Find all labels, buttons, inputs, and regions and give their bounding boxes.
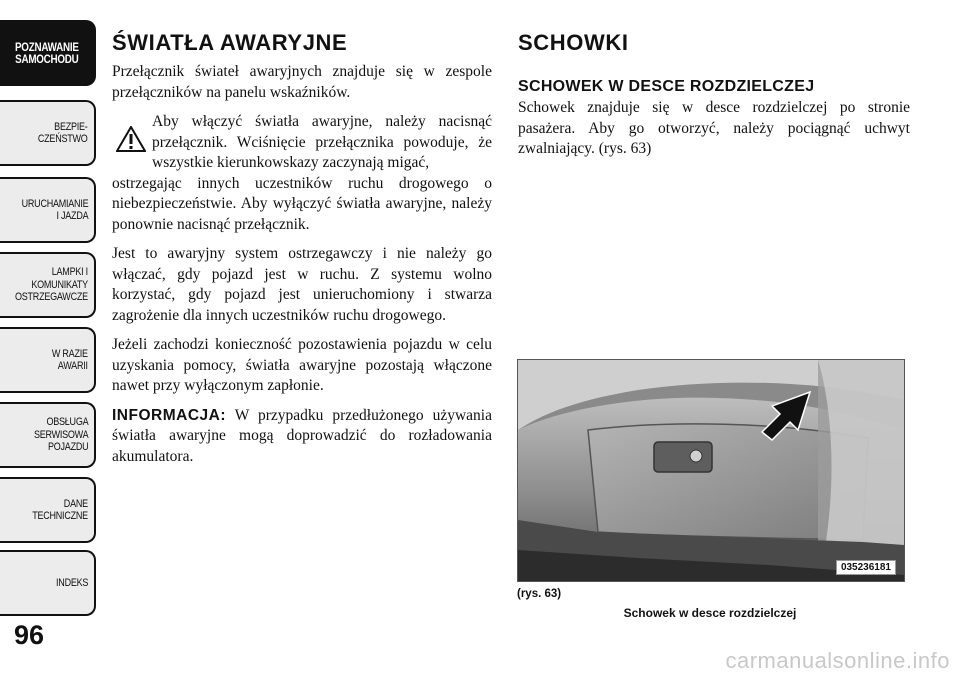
warning-block <box>112 112 492 235</box>
tab-label: URUCHAMIANIE I JAZDA <box>21 197 88 222</box>
paragraph: Jeżeli zachodzi konieczność pozostawienia pojazdu w celu uzyskania pomocy, światła awaryjne pozostają włączone nawet przy wyłączonym zapłonie. <box>112 336 492 394</box>
page-number: 96 <box>14 620 45 650</box>
warning-text: Aby włączyć światła awaryjne, należy nacisnąć przełącznik. Wciśnięcie przełącznika powoduje, że wszystkie kierunkowskazy zaczynają migać, <box>152 113 492 171</box>
paragraph: Schowek znajduje się w desce rozdzielczej po stronie pasażera. Aby go otworzyć, należy pociągnąć uchwyt zwalniający. (rys. 63) <box>518 99 910 157</box>
tab-obsluga-serwisowa[interactable] <box>0 402 96 468</box>
paragraph: Jest to awaryjny system ostrzegawczy i nie należy go włączać, gdy pojazd jest w ruchu. Z systemu wolno korzystać, gdy pojazd jest unieruchomiony i stwarza zagrożenie dla innych uczestników ruchu drogowego. <box>112 245 492 324</box>
tab-lampki-i-komunikaty[interactable] <box>0 252 96 318</box>
warning-triangle-icon <box>116 126 146 152</box>
note-paragraph <box>112 406 492 468</box>
tab-dane-techniczne[interactable] <box>0 477 96 543</box>
subsection-title: SCHOWEK W DESCE ROZDZIELCZEJ <box>518 78 815 95</box>
note-text: W przypadku przedłużonego używania światła awaryjne mogą doprowadzić do rozładowania akumulatora. <box>112 406 492 465</box>
hazard-lights-section <box>112 30 492 476</box>
glovebox-illustration <box>518 360 904 581</box>
tab-label: POZNAWANIE SAMOCHODU <box>15 39 79 66</box>
figure-code: 035236181 <box>836 560 896 575</box>
tab-bezpieczenstwo[interactable] <box>0 100 96 166</box>
section-title: ŚWIATŁA AWARYJNE <box>112 30 348 55</box>
tab-indeks[interactable] <box>0 550 96 616</box>
tab-w-razie-awarii[interactable] <box>0 327 96 393</box>
tab-label: DANE TECHNICZNE <box>32 497 88 522</box>
tab-uruchamianie-i-jazda[interactable] <box>0 177 96 243</box>
storage-section <box>518 30 910 169</box>
tab-label: W RAZIE AWARII <box>52 347 88 372</box>
watermark: carmanualsonline.info <box>725 648 950 673</box>
paragraph: Przełącznik świateł awaryjnych znajduje się w zespole przełączników na panelu wskaźników. <box>112 63 492 101</box>
figure-caption: Schowek w desce rozdzielczej <box>623 606 797 620</box>
section-title: SCHOWKI <box>518 30 629 55</box>
tab-label: BEZPIE- CZEŃSTWO <box>38 120 88 145</box>
note-label: INFORMACJA: <box>112 406 226 424</box>
tab-label: LAMPKI I KOMUNIKATY OSTRZEGAWCZE <box>15 266 88 304</box>
glovebox-photo <box>517 359 905 582</box>
tab-label: OBSŁUGA SERWISOWA POJAZDU <box>33 416 88 454</box>
figure-reference: (rys. 63) <box>517 588 562 600</box>
tab-poznawanie-samochodu[interactable] <box>0 20 96 86</box>
tab-label: INDEKS <box>55 576 88 589</box>
warning-text-continued: ostrzegając innych uczestników ruchu drogowego o niebezpieczeństwie. Aby wyłączyć światła awaryjne, należy ponownie nacisnąć przełącznik. <box>112 174 492 233</box>
